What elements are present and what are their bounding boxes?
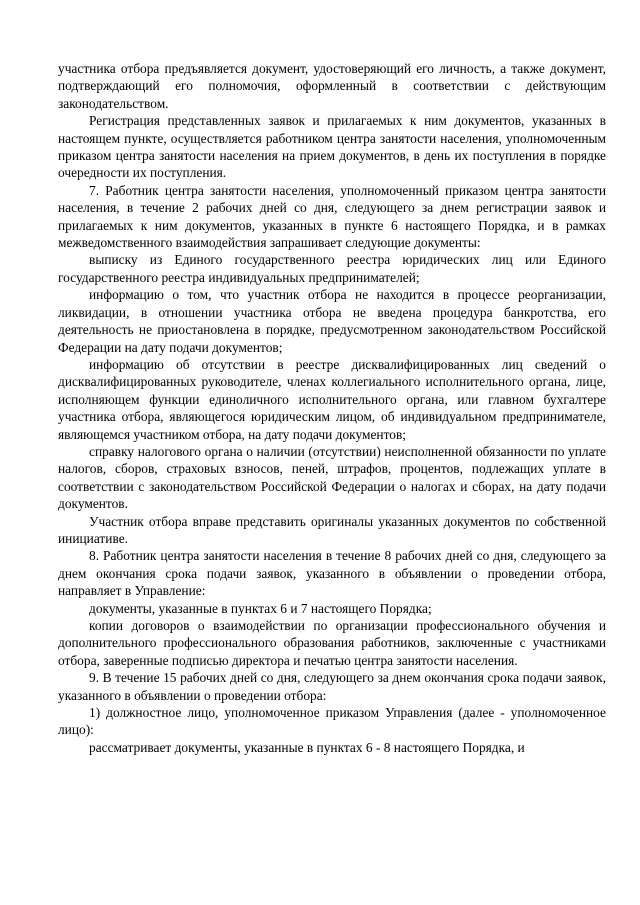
paragraph-1: участника отбора предъявляется документ, удостоверяющий его личность, а также документ, подтверждающий его полномочия, оформленный в соответствии с действующим законодательством. [58,61,606,111]
paragraph-3: 7. Работник центра занятости населения, уполномоченный приказом центра занятости населения, в течение 2 рабочих дней со дня, следующего за днем регистрации заявок и прилагаемых к ним документов, указанных в пункте 6 настоящего Порядка, и в рамках межведомственного взаимодействия запрашивает следующие документы: [58,182,606,251]
paragraph-11: копии договоров о взаимодействии по организации профессионального обучения и дополнительного профессионального образования работников, заключенные с участниками отбора, заверенные подписью директора и печатью центра занятости населения. [58,618,606,668]
paragraph-7: справку налогового органа о наличии (отсутствии) неисполненной обязанности по уплате налогов, сборов, страховых взносов, пеней, штрафов, процентов, подлежащих уплате в соответствии с законодательством Российской Федерации о налогах и сборах, на дату подачи документов. [58,443,606,512]
paragraph-4: выписку из Единого государственного реестра юридических лиц или Единого государственного реестра индивидуальных предпринимателей; [58,252,606,285]
paragraph-10: документы, указанные в пунктах 6 и 7 настоящего Порядка; [89,600,432,616]
paragraph-12: 9. В течение 15 рабочих дней со дня, следующего за днем окончания срока подачи заявок, указанного в объявлении о проведении отбора: [58,670,606,703]
document-page [58,60,606,756]
paragraph-6: информацию об отсутствии в реестре дисквалифицированных лиц сведений о дисквалифицированных руководителе, членах коллегиального исполнительного органа, лице, исполняющем функции единоличного исполнительного органа, или главном бухгалтере участника отбора, являющегося юридическим лицом, об индивидуальном предпринимателе, являющемся участником отбора, на дату подачи документов; [58,356,606,442]
paragraph-2: Регистрация представленных заявок и прилагаемых к ним документов, указанных в настоящем пункте, осуществляется работником центра занятости населения, уполномоченным приказом центра занятости населения на прием документов, в день их поступления в порядке очередности их поступления. [58,113,606,181]
paragraph-5: информацию о том, что участник отбора не находится в процессе реорганизации, ликвидации, в отношении участника отбора не введена процедура банкротства, его деятельность не приостановлена в порядке, предусмотренном законодательством Российской Федерации на дату подачи документов; [58,287,606,355]
paragraph-13: 1) должностное лицо, уполномоченное приказом Управления (далее - уполномоченное лицо): [58,705,606,738]
paragraph-8: Участник отбора вправе представить оригиналы указанных документов по собственной инициативе. [58,513,606,546]
paragraph-14: рассматривает документы, указанные в пунктах 6 - 8 настоящего Порядка, и [89,739,525,755]
paragraph-9: 8. Работник центра занятости населения в течение 8 рабочих дней со дня, следующего за днем окончания срока подачи заявок, указанного в объявлении о проведении отбора, направляет в Управление: [58,548,606,599]
